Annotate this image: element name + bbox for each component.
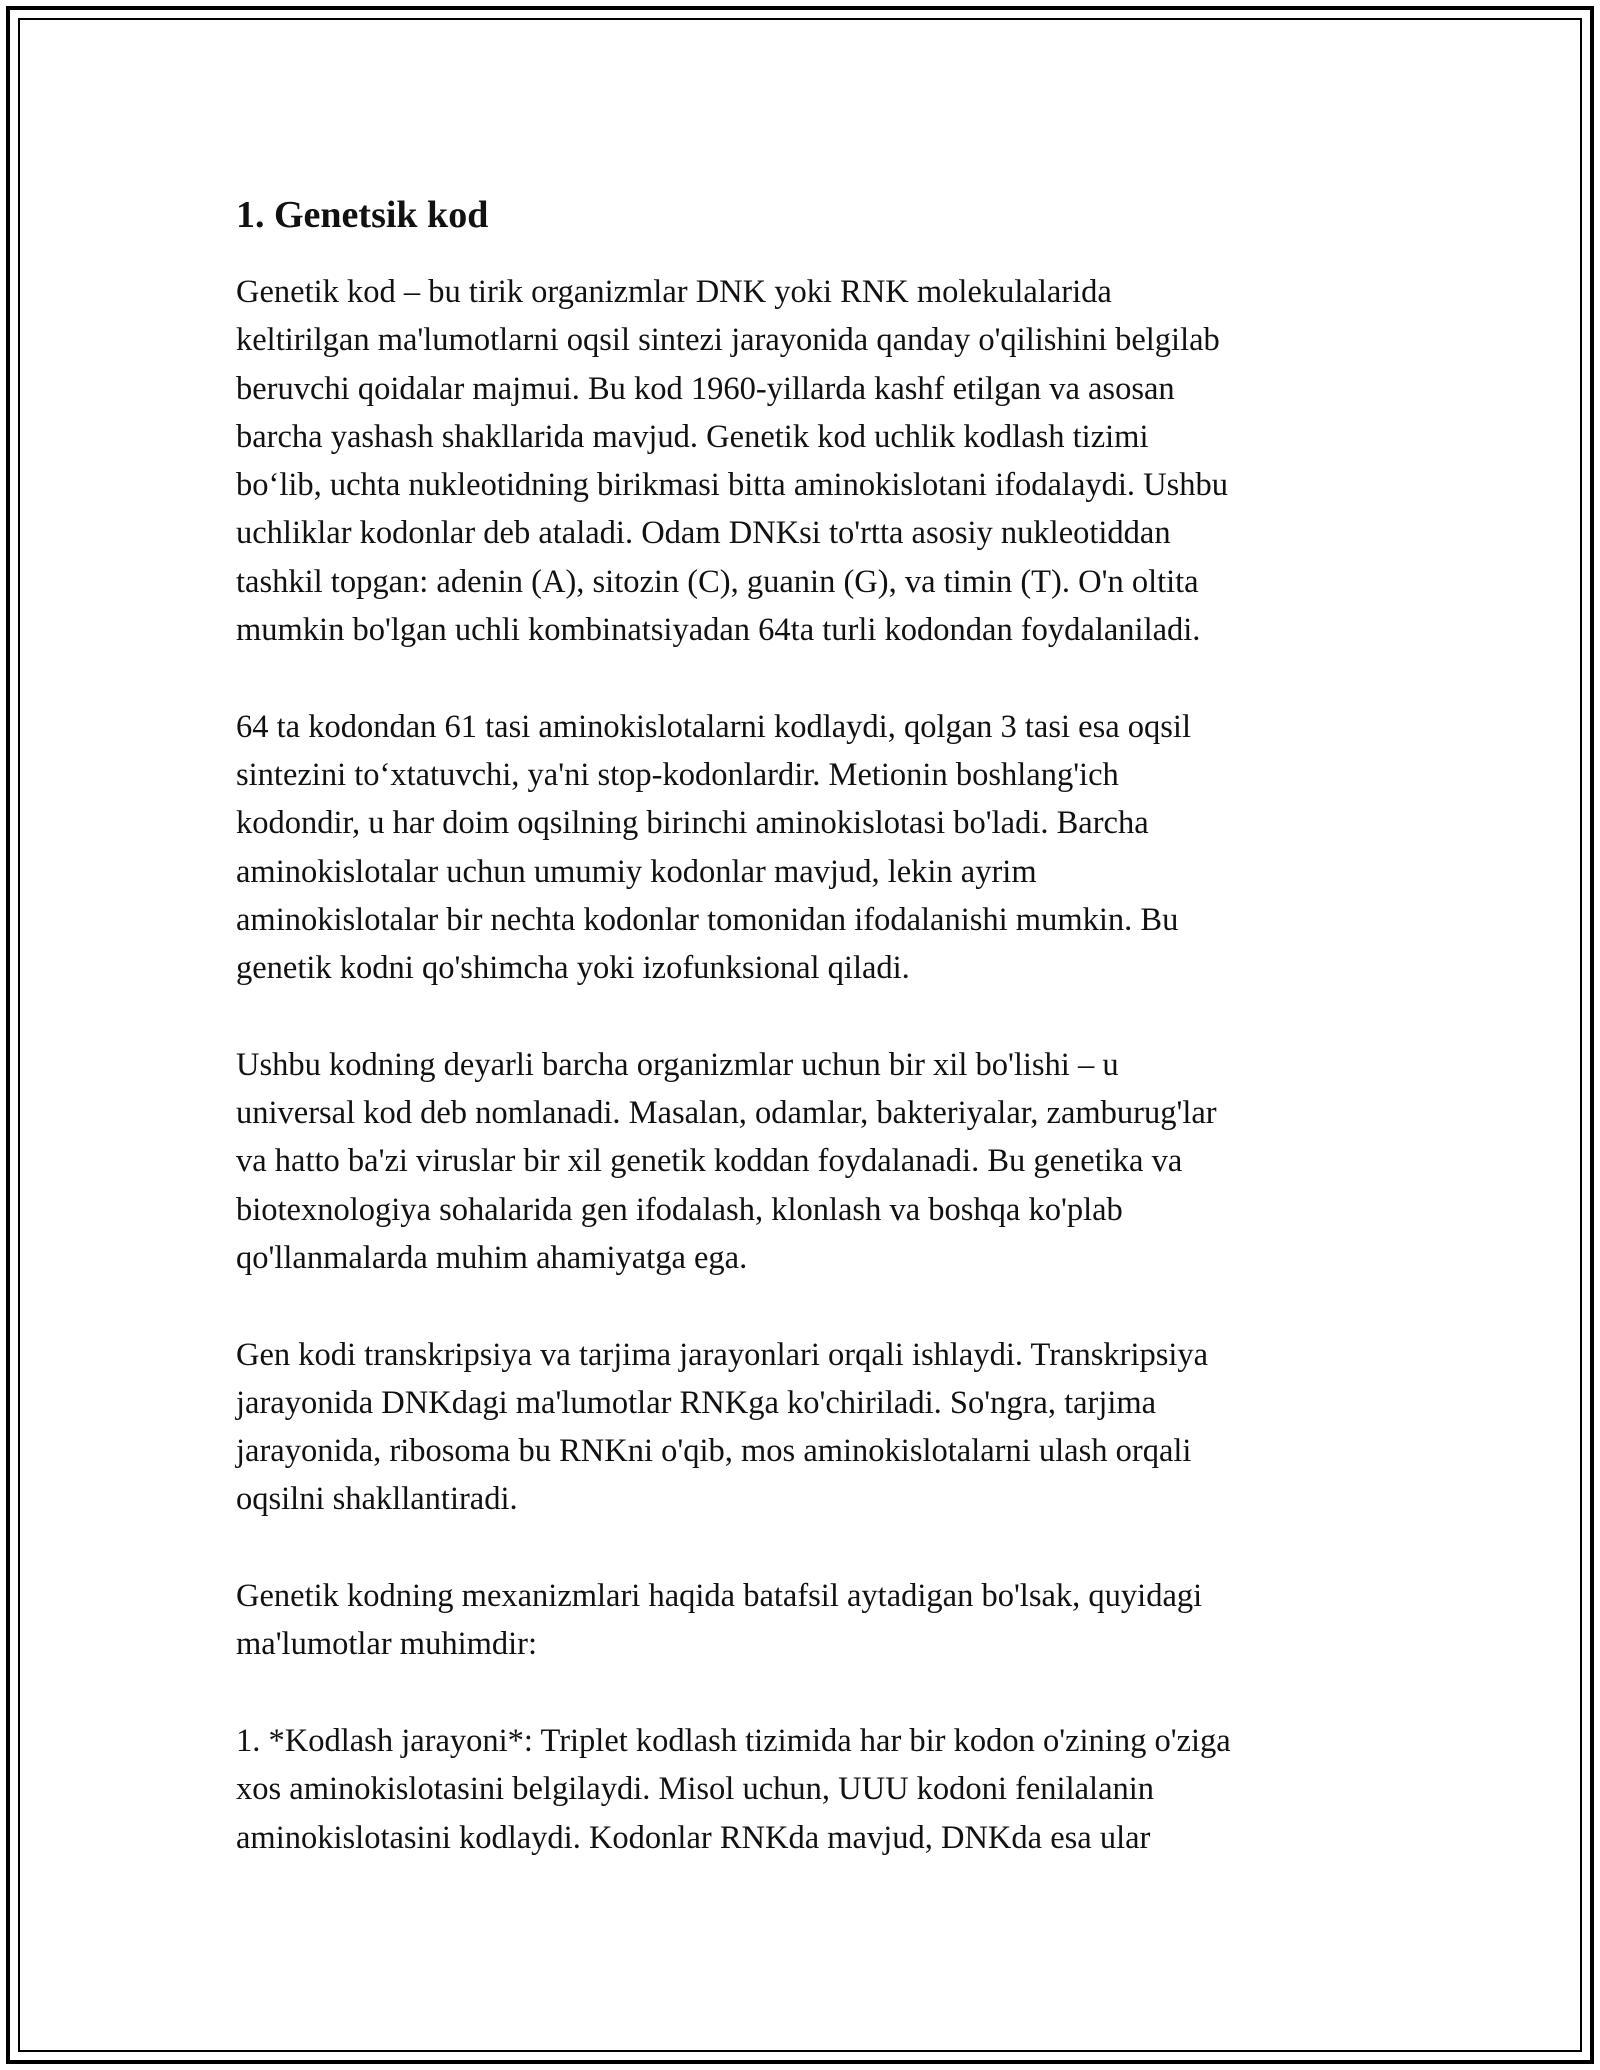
paragraph-genetic-code-intro: Genetik kod – bu tirik organizmlar DNK yoki RNK molekulalarida keltirilgan ma'lumotlarni oqsil sintezi jarayonida qanday o'qilishini belgilab beruvchi qoidalar majmui. Bu kod 1960-yillarda kashf etilgan va asosan barcha yashash shakllarida mavjud. Genetik kod uchlik kodlash tizimi bo‘lib, uchta nukleotidning birikmasi bitta aminokislotani ifodalaydi. Ushbu uchliklar kodonlar deb ataladi. Odam DNKsi to'rtta asosiy nukleotiddan tashkil topgan: adenin (A), sitozin (C), guanin (G), va timin (T). O'n oltita mumkin bo'lgan uchli kombinatsiyadan 64ta turli kodondan foydalaniladi. <box>236 274 1229 649</box>
section-heading: 1. Genetsik kod <box>236 194 489 236</box>
paragraph-transcription-translation: Gen kodi transkripsiya va tarjima jarayonlari orqali ishlaydi. Transkripsiya jarayonida DNKdagi ma'lumotlar RNKga ko'chiriladi. So'ngra, tarjima jarayonida, ribosoma bu RNKni o'qib, mos aminokislotalarni ulash orqali oqsilni shakllantiradi. <box>236 1336 1209 1518</box>
paragraph-codons: 64 ta kodondan 61 tasi aminokislotalarni kodlaydi, qolgan 3 tasi esa oqsil sintezini to‘xtatuvchi, ya'ni stop-kodonlardir. Metionin boshlang'ich kodondir, u har doim oqsilning birinchi aminokislotasi bo'ladi. Barcha aminokislotalar uchun umumiy kodonlar mavjud, lekin ayrim aminokislotalar bir nechta kodonlar tomonidan ifodalanishi mumkin. Bu genetik kodni qo'shimcha yoki izofunksional qiladi. <box>236 708 1191 987</box>
paragraph-universal-code: Ushbu kodning deyarli barcha organizmlar uchun bir xil bo'lishi – u universal kod deb nomlanadi. Masalan, odamlar, bakteriyalar, zamburug'lar va hatto ba'zi viruslar bir xil genetik koddan foydalanadi. Bu genetika va biotexnologiya sohalarida gen ifodalash, klonlash va boshqa ko'plab qo'llanmalarda muhim ahamiyatga ega. <box>236 1046 1217 1276</box>
paragraph-coding-process: 1. *Kodlash jarayoni*: Triplet kodlash tizimida har bir kodon o'zining o'ziga xos aminokislotasini belgilaydi. Misol uchun, UUU kodoni fenilalanin aminokislotasini kodlaydi. Kodonlar RNKda mavjud, DNKda esa ular <box>236 1722 1231 1856</box>
document-body <box>236 188 1386 1910</box>
paragraph-mechanisms-intro: Genetik kodning mexanizmlari haqida batafsil aytadigan bo'lsak, quyidagi ma'lumotlar muhimdir: <box>236 1578 1203 1663</box>
